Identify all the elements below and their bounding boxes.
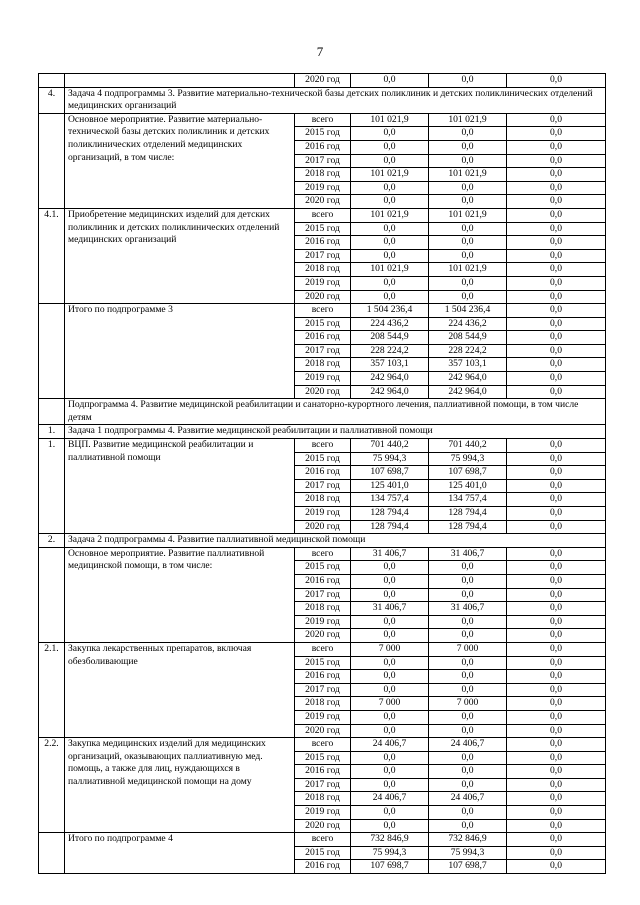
value-budget: 0,0 [429,819,507,833]
row-name [65,74,295,88]
row-number: 1. [39,425,65,439]
value-budget: 0,0 [429,154,507,168]
value-budget: 0,0 [429,710,507,724]
section-row [39,87,606,113]
value-budget: 0,0 [429,249,507,263]
value-budget: 31 406,7 [429,547,507,561]
row-number [39,399,65,425]
value-other: 0,0 [507,127,606,141]
year-cell: 2018 год [295,168,351,182]
table-row [39,642,606,656]
year-cell: 2015 год [295,222,351,236]
year-cell: всего [295,304,351,318]
year-cell: 2017 год [295,249,351,263]
value-budget: 0,0 [429,670,507,684]
year-cell: 2017 год [295,778,351,792]
year-cell: всего [295,439,351,453]
value-other: 0,0 [507,561,606,575]
value-other: 0,0 [507,738,606,752]
value-other: 0,0 [507,385,606,399]
year-cell: 2017 год [295,683,351,697]
year-cell: 2016 год [295,574,351,588]
year-cell: 2016 год [295,670,351,684]
row-number [39,304,65,399]
value-budget: 0,0 [429,683,507,697]
value-other: 0,0 [507,710,606,724]
value-other: 0,0 [507,358,606,372]
year-cell: 2020 год [295,629,351,643]
value-budget: 0,0 [429,806,507,820]
value-total: 101 021,9 [351,263,429,277]
value-budget: 101 021,9 [429,113,507,127]
value-total: 0,0 [351,574,429,588]
value-total: 125 401,0 [351,479,429,493]
row-name: Приобретение медицинских изделий для детских поликлиник и детских поликлинических отделений медицинских организаций [65,208,295,303]
year-cell: 2019 год [295,372,351,386]
table-row [39,74,606,88]
value-other: 0,0 [507,765,606,779]
value-other: 0,0 [507,574,606,588]
value-total: 101 021,9 [351,208,429,222]
value-other: 0,0 [507,778,606,792]
value-other: 0,0 [507,195,606,209]
value-other: 0,0 [507,493,606,507]
value-budget: 224 436,2 [429,317,507,331]
section-row [39,534,606,548]
value-total: 0,0 [351,195,429,209]
value-budget: 357 103,1 [429,358,507,372]
value-budget: 0,0 [429,751,507,765]
value-other: 0,0 [507,670,606,684]
value-total: 208 544,9 [351,331,429,345]
year-cell: 2018 год [295,792,351,806]
value-total: 75 994,3 [351,846,429,860]
value-budget: 134 757,4 [429,493,507,507]
value-budget: 0,0 [429,574,507,588]
year-cell: всего [295,833,351,847]
value-total: 242 964,0 [351,385,429,399]
value-total: 0,0 [351,751,429,765]
value-other: 0,0 [507,724,606,738]
row-name: ВЦП. Развитие медицинской реабилитации и паллиативной помощи [65,439,295,534]
row-number: 4. [39,87,65,113]
value-total: 0,0 [351,222,429,236]
value-other: 0,0 [507,317,606,331]
section-row [39,425,606,439]
value-other: 0,0 [507,507,606,521]
value-total: 0,0 [351,656,429,670]
value-budget: 101 021,9 [429,168,507,182]
year-cell: 2015 год [295,317,351,331]
value-other: 0,0 [507,656,606,670]
value-total: 0,0 [351,181,429,195]
year-cell: всего [295,642,351,656]
year-cell: 2020 год [295,195,351,209]
value-other: 0,0 [507,263,606,277]
value-other: 0,0 [507,466,606,480]
value-other: 0,0 [507,806,606,820]
year-cell: 2017 год [295,479,351,493]
value-total: 0,0 [351,724,429,738]
year-cell: 2016 год [295,140,351,154]
value-other: 0,0 [507,276,606,290]
budget-table [38,73,606,874]
year-cell: 2020 год [295,290,351,304]
value-other: 0,0 [507,819,606,833]
value-total: 1 504 236,4 [351,304,429,318]
value-total: 31 406,7 [351,547,429,561]
value-total: 0,0 [351,154,429,168]
value-budget: 0,0 [429,236,507,250]
row-number [39,74,65,88]
value-total: 7 000 [351,642,429,656]
year-cell: 2017 год [295,154,351,168]
page-number: 7 [316,44,324,59]
year-cell: 2020 год [295,385,351,399]
value-total: 0,0 [351,249,429,263]
value-other: 0,0 [507,588,606,602]
value-budget: 128 794,4 [429,507,507,521]
year-cell: 2020 год [295,819,351,833]
year-cell: 2016 год [295,236,351,250]
value-budget: 24 406,7 [429,738,507,752]
row-number [39,833,65,874]
year-cell: 2020 год [295,724,351,738]
value-total: 101 021,9 [351,113,429,127]
value-budget: 701 440,2 [429,439,507,453]
row-number [39,547,65,642]
value-total: 24 406,7 [351,792,429,806]
row-number: 2.1. [39,642,65,737]
row-number: 4.1. [39,208,65,303]
value-total: 228 224,2 [351,344,429,358]
value-other: 0,0 [507,208,606,222]
value-total: 0,0 [351,236,429,250]
value-total: 101 021,9 [351,168,429,182]
value-other: 0,0 [507,304,606,318]
section-title: Задача 2 подпрограммы 4. Развитие паллиативной медицинской помощи [65,534,606,548]
value-total: 0,0 [351,778,429,792]
value-budget: 31 406,7 [429,602,507,616]
year-cell: 2019 год [295,806,351,820]
row-name: Закупка медицинских изделий для медицинских организаций, оказывающих паллиативную мед. помощь, а также для лиц, нуждающихся в паллиативной медицинской помощи на дому [65,738,295,833]
section-title: Подпрограмма 4. Развитие медицинской реабилитации и санаторно-курортного лечения, паллиативной помощи, в том числе детям [65,399,606,425]
value-other: 0,0 [507,615,606,629]
value-budget: 0,0 [429,656,507,670]
value-other: 0,0 [507,74,606,88]
value-total: 732 846,9 [351,833,429,847]
value-total: 31 406,7 [351,602,429,616]
value-total: 0,0 [351,290,429,304]
row-number: 2. [39,534,65,548]
value-other: 0,0 [507,833,606,847]
value-total: 107 698,7 [351,860,429,874]
value-budget: 101 021,9 [429,263,507,277]
value-total: 0,0 [351,276,429,290]
year-cell: 2018 год [295,358,351,372]
year-cell: 2018 год [295,697,351,711]
value-budget: 242 964,0 [429,372,507,386]
value-budget: 0,0 [429,561,507,575]
table-row [39,439,606,453]
value-budget: 0,0 [429,615,507,629]
value-other: 0,0 [507,236,606,250]
value-total: 701 440,2 [351,439,429,453]
value-budget: 0,0 [429,140,507,154]
value-budget: 732 846,9 [429,833,507,847]
value-total: 357 103,1 [351,358,429,372]
value-budget: 75 994,3 [429,846,507,860]
value-other: 0,0 [507,168,606,182]
value-budget: 0,0 [429,74,507,88]
table-row [39,113,606,127]
value-other: 0,0 [507,602,606,616]
value-total: 224 436,2 [351,317,429,331]
year-cell: 2016 год [295,466,351,480]
value-total: 0,0 [351,140,429,154]
value-other: 0,0 [507,113,606,127]
value-other: 0,0 [507,792,606,806]
year-cell: 2018 год [295,263,351,277]
row-number: 2.2. [39,738,65,833]
year-cell: 2019 год [295,507,351,521]
value-total: 24 406,7 [351,738,429,752]
year-cell: 2018 год [295,602,351,616]
value-budget: 0,0 [429,276,507,290]
value-budget: 128 794,4 [429,520,507,534]
value-other: 0,0 [507,344,606,358]
year-cell: 2015 год [295,846,351,860]
table-row [39,208,606,222]
value-other: 0,0 [507,860,606,874]
value-budget: 24 406,7 [429,792,507,806]
value-other: 0,0 [507,479,606,493]
value-other: 0,0 [507,629,606,643]
year-cell: 2015 год [295,751,351,765]
value-budget: 0,0 [429,765,507,779]
value-budget: 0,0 [429,588,507,602]
value-other: 0,0 [507,140,606,154]
year-cell: всего [295,208,351,222]
value-budget: 107 698,7 [429,860,507,874]
value-budget: 7 000 [429,642,507,656]
year-cell: всего [295,547,351,561]
year-cell: 2016 год [295,765,351,779]
value-total: 0,0 [351,710,429,724]
value-total: 134 757,4 [351,493,429,507]
value-other: 0,0 [507,439,606,453]
year-cell: 2015 год [295,452,351,466]
value-total: 0,0 [351,819,429,833]
row-number [39,113,65,208]
year-cell: 2020 год [295,74,351,88]
value-budget: 0,0 [429,181,507,195]
value-total: 107 698,7 [351,466,429,480]
value-other: 0,0 [507,181,606,195]
table-row [39,547,606,561]
value-other: 0,0 [507,452,606,466]
value-total: 128 794,4 [351,507,429,521]
value-budget: 0,0 [429,127,507,141]
value-budget: 0,0 [429,629,507,643]
value-other: 0,0 [507,683,606,697]
value-budget: 228 224,2 [429,344,507,358]
value-budget: 0,0 [429,195,507,209]
year-cell: 2018 год [295,493,351,507]
value-other: 0,0 [507,846,606,860]
year-cell: всего [295,738,351,752]
year-cell: 2017 год [295,344,351,358]
row-number: 1. [39,439,65,534]
value-other: 0,0 [507,697,606,711]
year-cell: 2015 год [295,561,351,575]
year-cell: 2015 год [295,127,351,141]
value-total: 0,0 [351,561,429,575]
value-other: 0,0 [507,642,606,656]
year-cell: 2020 год [295,520,351,534]
value-total: 7 000 [351,697,429,711]
section-title: Задача 1 подпрограммы 4. Развитие медицинской реабилитации и паллиативной помощи [65,425,606,439]
value-total: 0,0 [351,806,429,820]
row-name: Основное мероприятие. Развитие паллиативной медицинской помощи, в том числе: [65,547,295,642]
section-title: Задача 4 подпрограммы 3. Развитие материально-технической базы детских поликлиник и детских поликлинических отделений медицинских организаций [65,87,606,113]
value-other: 0,0 [507,331,606,345]
value-other: 0,0 [507,154,606,168]
value-budget: 107 698,7 [429,466,507,480]
table-row [39,833,606,847]
value-budget: 0,0 [429,290,507,304]
value-total: 128 794,4 [351,520,429,534]
value-other: 0,0 [507,372,606,386]
year-cell: 2017 год [295,588,351,602]
table-row [39,304,606,318]
row-name: Итого по подпрограмме 3 [65,304,295,399]
value-total: 0,0 [351,615,429,629]
section-row [39,399,606,425]
value-other: 0,0 [507,290,606,304]
year-cell: 2019 год [295,276,351,290]
value-other: 0,0 [507,249,606,263]
value-budget: 1 504 236,4 [429,304,507,318]
value-total: 0,0 [351,588,429,602]
value-budget: 242 964,0 [429,385,507,399]
row-name: Итого по подпрограмме 4 [65,833,295,874]
row-name: Основное мероприятие. Развитие материально-технической базы детских поликлиник и детских поликлинических отделений медицинских организаций, в том числе: [65,113,295,208]
value-budget: 7 000 [429,697,507,711]
year-cell: 2019 год [295,181,351,195]
value-budget: 0,0 [429,778,507,792]
value-budget: 0,0 [429,724,507,738]
value-total: 0,0 [351,127,429,141]
year-cell: 2019 год [295,710,351,724]
value-other: 0,0 [507,222,606,236]
value-budget: 0,0 [429,222,507,236]
value-budget: 208 544,9 [429,331,507,345]
value-other: 0,0 [507,547,606,561]
value-budget: 75 994,3 [429,452,507,466]
value-total: 0,0 [351,683,429,697]
year-cell: 2016 год [295,860,351,874]
value-total: 242 964,0 [351,372,429,386]
value-other: 0,0 [507,751,606,765]
value-budget: 125 401,0 [429,479,507,493]
year-cell: всего [295,113,351,127]
value-total: 75 994,3 [351,452,429,466]
year-cell: 2015 год [295,656,351,670]
value-total: 0,0 [351,74,429,88]
table-row [39,738,606,752]
year-cell: 2019 год [295,615,351,629]
row-name: Закупка лекарственных препаратов, включая обезболивающие [65,642,295,737]
value-other: 0,0 [507,520,606,534]
value-total: 0,0 [351,670,429,684]
value-total: 0,0 [351,629,429,643]
value-budget: 101 021,9 [429,208,507,222]
value-total: 0,0 [351,765,429,779]
year-cell: 2016 год [295,331,351,345]
